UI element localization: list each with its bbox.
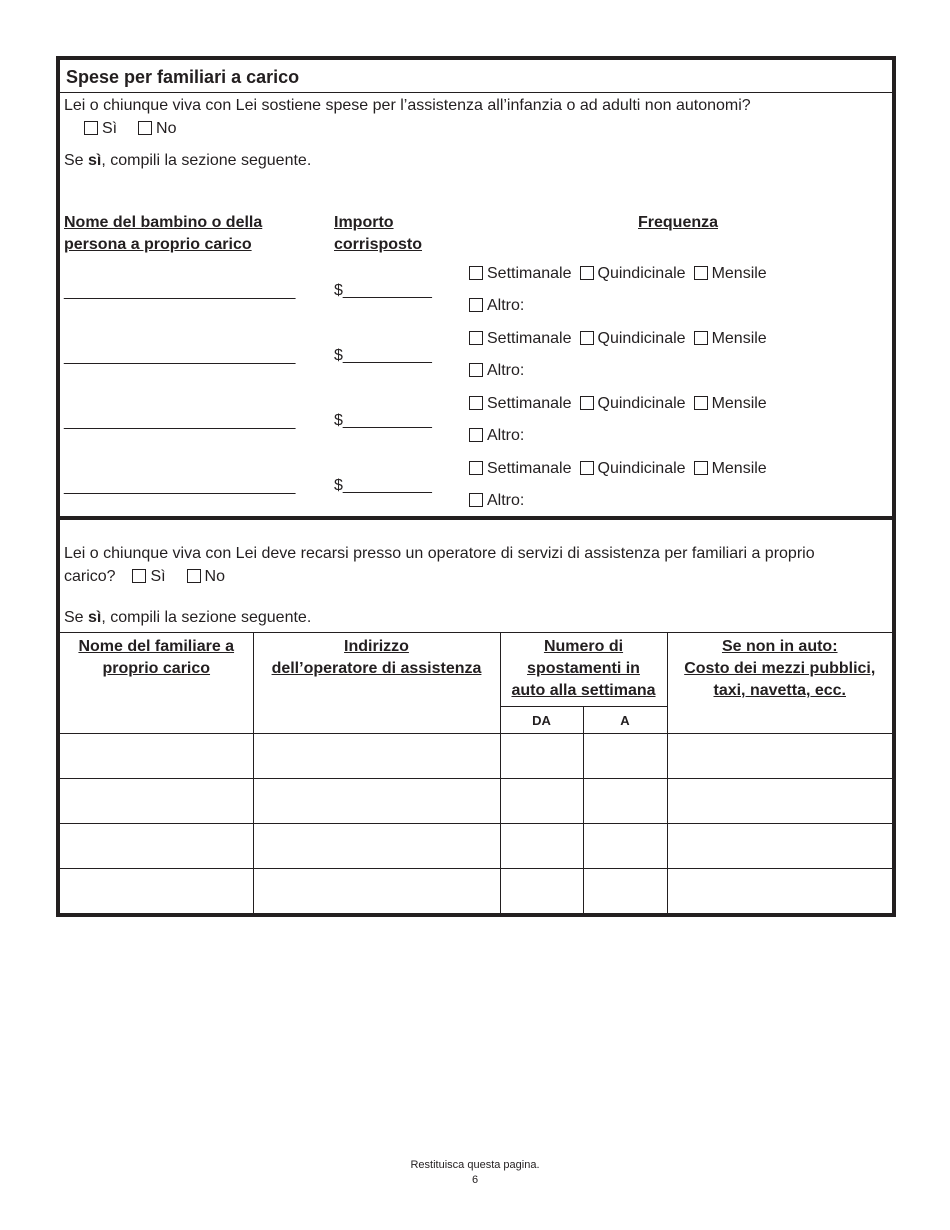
trips-col1-line2: proprio carico [102, 660, 211, 677]
weekly-checkbox[interactable] [469, 461, 483, 475]
trips-cell-name[interactable] [60, 869, 253, 914]
trips-cell-to[interactable] [583, 824, 667, 869]
weekly-label: Settimanale [487, 330, 572, 347]
section-header [60, 60, 892, 93]
q2-question-line2 [64, 566, 225, 588]
trips-cell-address[interactable] [253, 869, 500, 914]
col-amount-line1: Importo [334, 214, 394, 231]
trips-col-weekly-trips [500, 633, 667, 707]
amount-paid-field[interactable]: $__________ [334, 412, 432, 429]
q1-instruction-prefix: Se [64, 152, 89, 169]
q1-instruction [64, 150, 311, 172]
monthly-checkbox[interactable] [694, 396, 708, 410]
trips-col4-line2: Costo dei mezzi pubblici, [684, 660, 876, 677]
trips-cell-address[interactable] [253, 734, 500, 779]
weekly-checkbox[interactable] [469, 266, 483, 280]
col-dependent-name-line1: Nome del bambino o della [64, 214, 263, 231]
monthly-label: Mensile [711, 460, 767, 477]
amount-paid-field[interactable]: $__________ [334, 282, 432, 299]
trips-col4-line1: Se non in auto: [721, 638, 838, 655]
dependent-name-field[interactable]: __________________________ [64, 413, 296, 430]
amount-paid-field[interactable]: $__________ [334, 347, 432, 364]
trips-cell-address[interactable] [253, 824, 500, 869]
trips-cell-cost[interactable] [667, 824, 892, 869]
trips-cell-to[interactable] [583, 869, 667, 914]
trips-col-provider-address [253, 633, 500, 734]
trips-col-dependent-name [60, 633, 253, 734]
monthly-label: Mensile [711, 330, 767, 347]
section-divider [60, 516, 892, 520]
q2-instruction-prefix: Se [64, 609, 89, 626]
amount-paid-field[interactable]: $__________ [334, 477, 432, 494]
trips-cell-to[interactable] [583, 779, 667, 824]
frequency-other [469, 362, 524, 380]
q2-yes-checkbox[interactable] [132, 569, 146, 583]
trips-col3-line2: spostamenti in [527, 660, 640, 677]
q2-instruction-suffix: , compili la sezione seguente. [101, 609, 312, 626]
biweekly-checkbox[interactable] [580, 461, 594, 475]
other-label: Altro: [487, 427, 525, 444]
trips-col1-line1: Nome del familiare a [78, 638, 235, 655]
q2-instruction-bold: sì [88, 609, 102, 626]
weekly-label: Settimanale [487, 395, 572, 412]
page-number: 6 [471, 1174, 479, 1186]
footer-note: Restituisca questa pagina. [410, 1159, 540, 1171]
trips-table-row [60, 824, 892, 869]
dependent-expenses-form [56, 56, 896, 917]
weekly-label: Settimanale [487, 265, 572, 282]
frequency-options [469, 460, 775, 478]
col-amount-line2: corrisposto [334, 236, 423, 253]
monthly-checkbox[interactable] [694, 461, 708, 475]
q1-instruction-bold: sì [88, 152, 102, 169]
q2-no-checkbox[interactable] [187, 569, 201, 583]
trips-col3-line1: Numero di [543, 638, 624, 655]
q1-question: Lei o chiunque viva con Lei sostiene spese per l’assistenza all’infanzia o ad adulti non autonomi? [64, 97, 751, 114]
other-checkbox[interactable] [469, 428, 483, 442]
trips-cell-from[interactable] [500, 779, 583, 824]
other-label: Altro: [487, 297, 525, 314]
q1-no-checkbox[interactable] [138, 121, 152, 135]
trips-table-row [60, 734, 892, 779]
weekly-label: Settimanale [487, 460, 572, 477]
frequency-options [469, 395, 775, 413]
frequency-options [469, 330, 775, 348]
q2-question-line1: Lei o chiunque viva con Lei deve recarsi presso un operatore di servizi di assistenza per familiari a proprio [64, 545, 815, 562]
biweekly-label: Quindicinale [597, 395, 686, 412]
trips-col2-line1: Indirizzo [344, 638, 409, 655]
dependent-name-field[interactable]: __________________________ [64, 283, 296, 300]
biweekly-checkbox[interactable] [580, 331, 594, 345]
other-label: Altro: [487, 362, 525, 379]
trips-table-row [60, 869, 892, 914]
monthly-label: Mensile [711, 265, 767, 282]
section-title: Spese per familiari a carico [66, 67, 300, 87]
trips-table [60, 632, 892, 913]
trips-col-to: A [583, 707, 667, 734]
weekly-checkbox[interactable] [469, 396, 483, 410]
trips-col-from: DA [500, 707, 583, 734]
trips-table-row [60, 779, 892, 824]
q1-yes-checkbox[interactable] [84, 121, 98, 135]
q1-options [84, 118, 176, 140]
trips-col2-line2: dell’operatore di assistenza [271, 660, 482, 677]
col-dependent-name-line2: persona a proprio carico [64, 236, 252, 253]
trips-col4-line3: taxi, navetta, ecc. [713, 682, 846, 699]
q2-yes-label: Sì [150, 568, 166, 585]
q2-no-label: No [204, 568, 225, 585]
biweekly-label: Quindicinale [597, 330, 686, 347]
trips-cell-from[interactable] [500, 824, 583, 869]
frequency-other [469, 492, 524, 510]
q1-no-label: No [156, 120, 177, 137]
monthly-checkbox[interactable] [694, 266, 708, 280]
q2-instruction [64, 607, 311, 629]
biweekly-checkbox[interactable] [580, 396, 594, 410]
biweekly-checkbox[interactable] [580, 266, 594, 280]
trips-cell-name[interactable] [60, 824, 253, 869]
trips-cell-address[interactable] [253, 779, 500, 824]
other-label: Altro: [487, 492, 525, 509]
col-amount-paid [334, 212, 422, 256]
biweekly-label: Quindicinale [597, 460, 686, 477]
monthly-label: Mensile [711, 395, 767, 412]
frequency-options [469, 265, 775, 283]
dependent-name-field[interactable]: __________________________ [64, 478, 296, 495]
col-frequency: Frequenza [638, 214, 719, 231]
other-checkbox[interactable] [469, 493, 483, 507]
frequency-other [469, 297, 524, 315]
biweekly-label: Quindicinale [597, 265, 686, 282]
monthly-checkbox[interactable] [694, 331, 708, 345]
trips-cell-cost[interactable] [667, 869, 892, 914]
trips-cell-name[interactable] [60, 734, 253, 779]
weekly-checkbox[interactable] [469, 331, 483, 345]
trips-cell-to[interactable] [583, 734, 667, 779]
trips-cell-from[interactable] [500, 869, 583, 914]
col-dependent-name [64, 212, 262, 256]
frequency-other [469, 427, 524, 445]
q1-instruction-suffix: , compili la sezione seguente. [101, 152, 312, 169]
trips-cell-name[interactable] [60, 779, 253, 824]
q2-question-text: carico? [64, 568, 116, 585]
trips-col-transit-cost [667, 633, 892, 734]
dependent-name-field[interactable]: __________________________ [64, 348, 296, 365]
trips-col3-line3: auto alla settimana [511, 682, 656, 699]
trips-cell-cost[interactable] [667, 734, 892, 779]
trips-cell-cost[interactable] [667, 779, 892, 824]
trips-cell-from[interactable] [500, 734, 583, 779]
q1-yes-label: Sì [102, 120, 118, 137]
trips-table-header-row [60, 633, 892, 707]
other-checkbox[interactable] [469, 363, 483, 377]
other-checkbox[interactable] [469, 298, 483, 312]
